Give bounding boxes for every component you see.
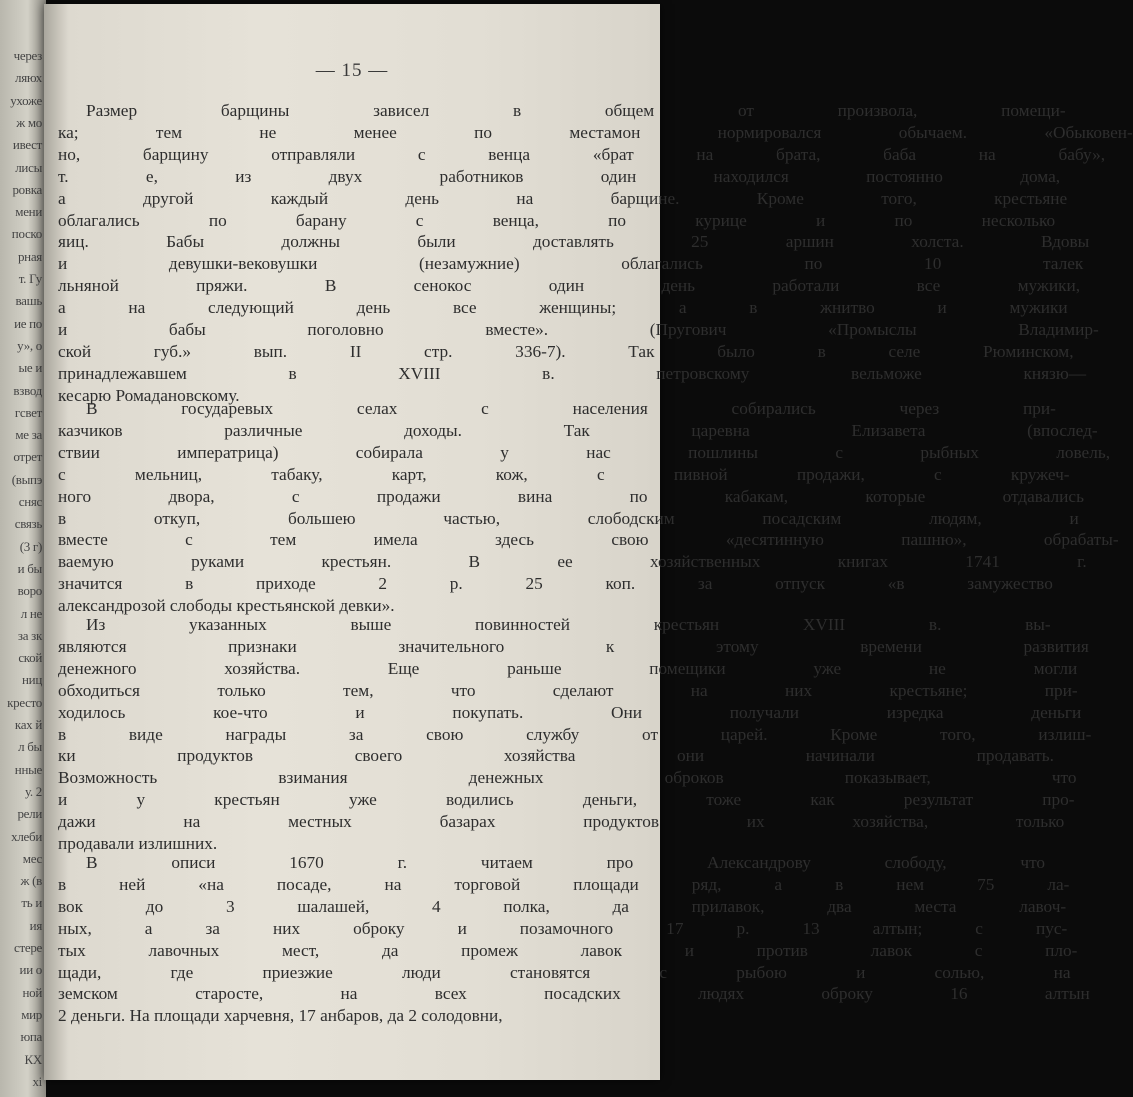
text-line: в откуп, большею частью, слободским посадским людям, и xyxy=(58,508,1079,528)
left-page-fragment: ть и xyxy=(21,895,42,911)
text-line: Размер барщины зависел в общем от произвола, помещи- xyxy=(86,101,1066,120)
left-page-fragment: рели xyxy=(17,806,42,822)
left-page-fragment: воро xyxy=(17,583,42,599)
text-line: тых лавочных мест, да промеж лавок и против лавок с пло- xyxy=(58,940,1078,960)
left-page-fragment: ие по xyxy=(14,315,42,331)
text-line: ного двора, с продажи вина по кабакам, которые отдавались xyxy=(58,486,1084,506)
left-page-fragment: л не xyxy=(20,605,42,621)
left-page-fragment: xi xyxy=(32,1073,42,1089)
text-line: и девушки-вековушки (незамужние) облагались по 10 талек xyxy=(58,254,1084,274)
left-page-fragment: нные xyxy=(14,761,42,777)
left-page-fragment: т. Гу xyxy=(18,271,42,286)
left-page-fragment: ровка xyxy=(12,181,42,197)
text-line: ходилось кое-что и покупать. Они получали изредка деньги xyxy=(58,702,1082,722)
left-page-fragment: у. 2 xyxy=(25,783,42,799)
text-line: дажи на местных базарах продуктов их хозяйства, только xyxy=(58,812,1065,832)
text-line: а другой каждый день на барщине. Кроме того, крестьяне xyxy=(58,188,1068,208)
text-line: ствии императрица) собирала у нас пошлины с рыбных ловель, xyxy=(58,442,1111,462)
left-page-fragment: кресто xyxy=(7,694,42,710)
left-page-fragment: хлеби xyxy=(11,828,42,844)
left-page-fragment: мес xyxy=(22,850,42,866)
left-page-fragment: ые и xyxy=(18,360,42,376)
text-line: но, барщину отправляли с венца «брат на брата, баба на бабу», xyxy=(58,144,1106,164)
left-page-fragment: рная xyxy=(17,248,42,264)
left-page-fragment: вашь xyxy=(15,293,42,309)
left-page-fragment: мени xyxy=(15,204,42,220)
page-number: — 15 — xyxy=(315,60,389,81)
left-page-fragment: поско xyxy=(11,226,42,242)
text-line: льняной пряжи. В сенокос один день работали все мужики, xyxy=(58,276,1081,296)
text-line: ных, а за них оброку и позамочного 17 р. 13 алтын; с пус- xyxy=(58,918,1068,938)
text-line: казчиков различные доходы. Так царевна Елизавета (впослед- xyxy=(58,420,1098,440)
text-line: а на следующий день все женщины; а в жнитво и мужики xyxy=(58,298,1068,318)
text-line: в виде награды за свою службу от царей. Кроме того, излиш- xyxy=(58,724,1092,744)
text-line: продавали излишних. xyxy=(58,834,218,853)
left-page-fragment: ской xyxy=(18,650,42,666)
text-line: ки продуктов своего хозяйства они начинали продавать. xyxy=(58,746,1054,766)
left-page-fragment: мир xyxy=(21,1006,42,1022)
left-page-fragment: и бы xyxy=(17,560,42,576)
left-page-fragment: ляюх xyxy=(15,70,42,86)
left-page-fragment: лисы xyxy=(15,159,42,175)
left-page-fragment: юпа xyxy=(20,1029,42,1045)
text-line: кесарю Ромадановскому. xyxy=(58,385,240,405)
left-page-fragment: отрет xyxy=(13,449,42,465)
text-line: Из указанных выше повинностей крестьян XVIII в. вы- xyxy=(86,615,1051,634)
text-line: обходиться только тем, что сделают на них крестьяне; при- xyxy=(58,680,1078,700)
text-line: ской губ.» вып. II стр. 336-7). Так было в селе Рюминском, xyxy=(58,341,1074,361)
text-line: облагались по барану с венца, по курице и по несколько xyxy=(58,210,1056,230)
left-page-edge xyxy=(0,0,46,1097)
text-line: Возможность взимания денежных оброков показывает, что xyxy=(58,768,1077,788)
left-page-fragment: ия xyxy=(29,917,42,933)
left-page-fragment: ниц xyxy=(22,672,42,688)
left-page-fragment: ках й xyxy=(14,717,42,732)
left-page-fragment: связь xyxy=(14,516,42,532)
left-page-fragment: ивест xyxy=(12,137,42,153)
left-page-fragment: через xyxy=(13,48,42,63)
text-line: и у крестьян уже водились деньги, тоже как результат про- xyxy=(58,790,1075,810)
text-line: щади, где приезжие люди становятся с рыбою и солью, на xyxy=(58,962,1071,982)
text-line: яиц. Бабы должны были доставлять 25 аршин холста. Вдовы xyxy=(58,232,1090,252)
left-page-fragment: ии о xyxy=(19,962,42,978)
text-line: денежного хозяйства. Еще раньше помещики уже не могли xyxy=(58,658,1078,678)
text-line: значится в приходе 2 р. 25 коп. за отпуск «в замужество xyxy=(58,574,1053,594)
left-page-fragment: л бы xyxy=(18,739,42,755)
left-page-fragment: за зк xyxy=(17,627,42,643)
left-page-fragment: стере xyxy=(14,940,42,955)
book-page xyxy=(44,4,1133,1080)
left-page-fragment: гсвет xyxy=(14,404,42,420)
left-page-fragment: ж (в xyxy=(20,873,42,889)
text-line: земском старосте, на всех посадских людях оброку 16 алтын xyxy=(58,984,1090,1004)
text-line: В государевых селах с населения собирались через при- xyxy=(86,399,1056,418)
left-page-fragment: ной xyxy=(22,984,42,1000)
text-line: ваемую руками крестьян. В ее хозяйственных книгах 1741 г. xyxy=(58,552,1087,572)
left-page-fragment: ме за xyxy=(15,427,42,443)
text-line: 2 деньги. На площади харчевня, 17 анбаров, да 2 солодовни, xyxy=(58,1006,503,1026)
left-page-fragment: (выпэ xyxy=(11,471,42,487)
left-page-fragment: (3 г) xyxy=(19,538,42,554)
left-page-fragment: у», о xyxy=(17,337,42,353)
text-line: и бабы поголовно вместе». (Пругович «Промыслы Владимир- xyxy=(58,320,1099,339)
left-page-fragment: взвод xyxy=(13,382,42,398)
text-line: В описи 1670 г. читаем про Александрову слободу, что xyxy=(86,853,1046,872)
text-line: ка; тем не менее по местамон нормировался обычаем. «Обыковен- xyxy=(58,122,1133,142)
text-line: в ней «на посаде, на торговой площади ряд, а в нем 75 ла- xyxy=(58,874,1070,894)
text-line: принадлежавшем в XVIII в. петровскому вельможе князю— xyxy=(58,363,1087,383)
text-line: вок до 3 шалашей, 4 полка, да прилавок, два места лавоч- xyxy=(58,896,1067,916)
left-page-fragment: ж мо xyxy=(16,114,42,130)
text-line: являются признаки значительного к этому времени развития xyxy=(58,636,1089,656)
left-page-fragment: ухоже xyxy=(10,92,42,108)
text-line: т. е, из двух работников один находился постоянно дома, xyxy=(58,166,1061,186)
text-line: александрозой слободы крестьянской девки». xyxy=(58,596,395,616)
left-page-fragment: сняс xyxy=(18,494,42,509)
text-line: с мельниц, табаку, карт, кож, с пивной продажи, с кружеч- xyxy=(58,464,1070,484)
left-page-fragment: КХ xyxy=(24,1051,42,1067)
text-line: вместе с тем имела здесь свою «десятинную пашню», обрабаты- xyxy=(58,530,1119,550)
